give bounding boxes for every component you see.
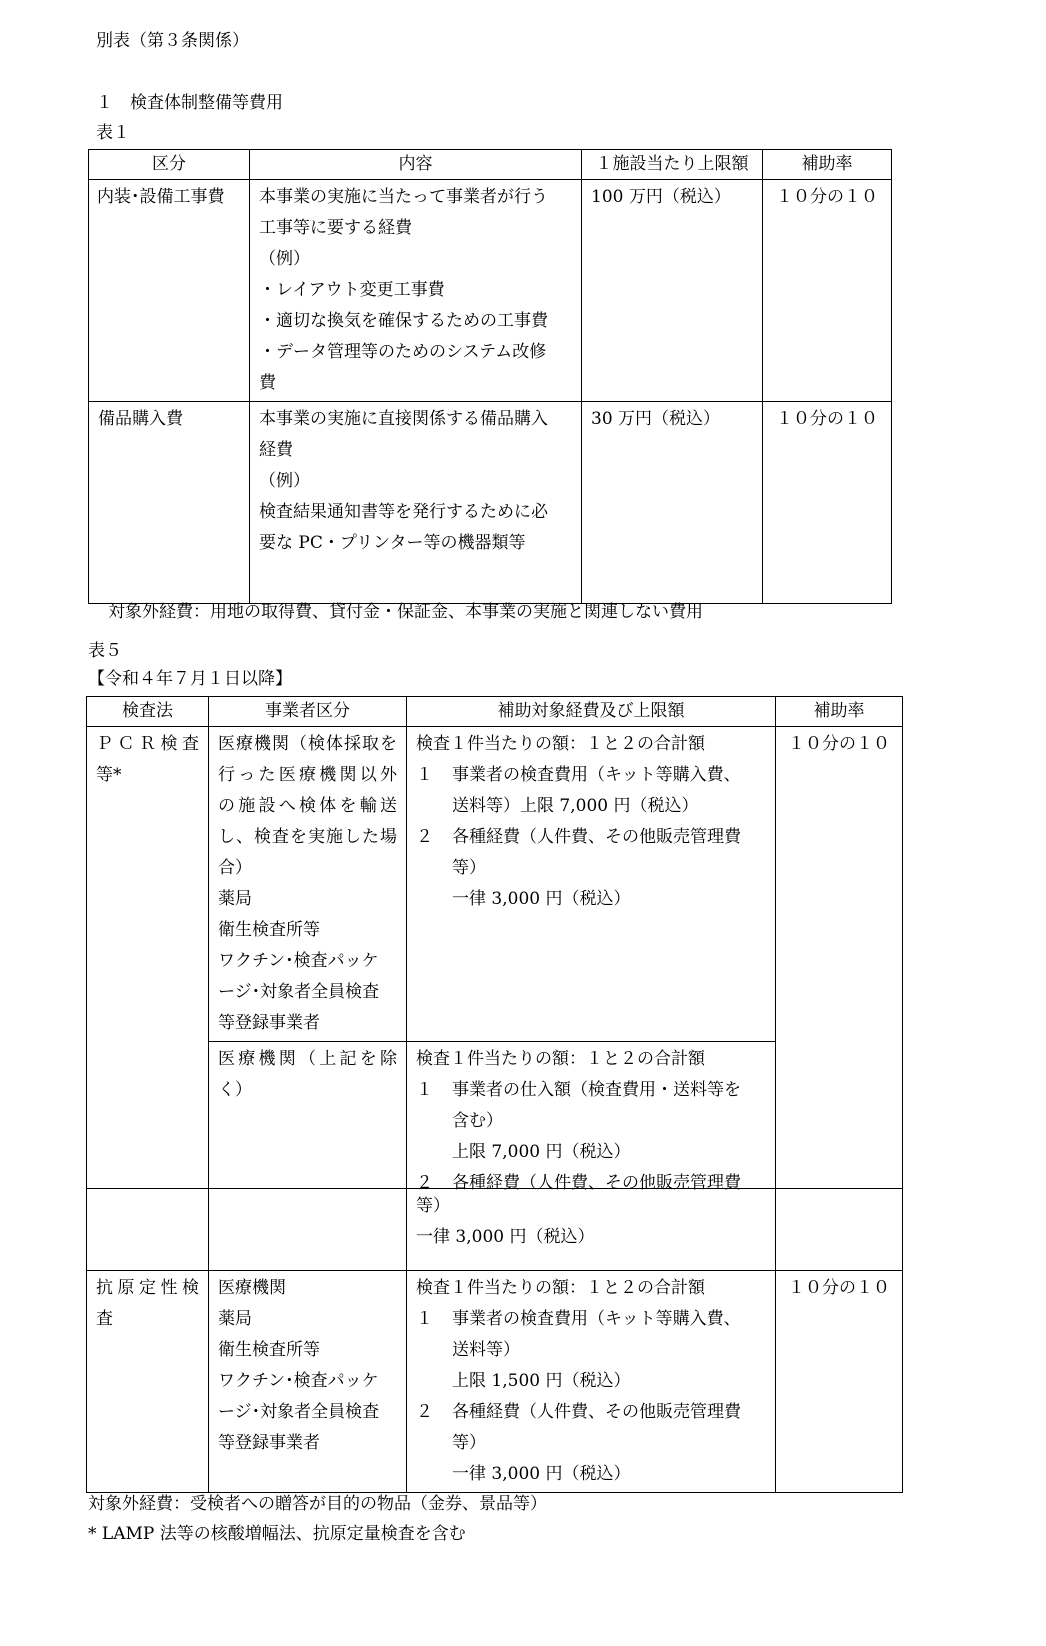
table5-header-method: 検査法 <box>87 697 209 727</box>
content-line: ・適切な換気を確保するための工事費 <box>259 311 548 331</box>
method-cell <box>87 727 209 1202</box>
item-line: 等） <box>416 1196 450 1216</box>
table5-note-excluded: 対象外経費：受検者への贈答が目的の物品（金券、景品等） <box>88 1494 547 1514</box>
operator-line: ージ･対象者全員検査 <box>218 982 380 1002</box>
content-line: 工事等に要する経費 <box>259 218 412 238</box>
method-cell-continued <box>87 1189 209 1271</box>
item-text <box>452 1075 741 1168</box>
expense-item <box>416 1397 766 1490</box>
item-line: 上限 1,500 円（税込） <box>452 1371 631 1391</box>
operator-line: ワクチン･検査パッケ <box>218 1371 379 1391</box>
content-line: 要な PC・プリンター等の機器類等 <box>259 533 526 553</box>
content-line: 検査結果通知書等を発行するために必 <box>259 502 548 522</box>
category-cell: 内装･設備工事費 <box>89 180 250 402</box>
item-line: 送料等）上限 7,000 円（税込） <box>452 796 699 816</box>
rate-cell-continued <box>776 1189 903 1271</box>
content-line: 本事業の実施に当たって事業者が行う <box>259 187 548 207</box>
table-row <box>87 1271 903 1493</box>
item-line: 上限 7,000 円（税込） <box>452 1142 631 1162</box>
item-line: 等） <box>452 1433 486 1453</box>
operator-line: の施設へ検体を輸送 <box>218 796 397 816</box>
item-line: 等） <box>452 858 486 878</box>
table-row-continuation <box>87 1189 903 1271</box>
table-row <box>89 402 892 604</box>
method-cell <box>87 1271 209 1493</box>
content-line: 経費 <box>259 440 293 460</box>
content-line: 本事業の実施に直接関係する備品購入 <box>259 409 548 429</box>
item-number: ２ <box>416 827 433 847</box>
rate-cell: １０分の１０ <box>776 1271 903 1493</box>
item-text <box>452 1304 741 1397</box>
operator-cell <box>209 1042 407 1202</box>
table5-header-row <box>87 697 903 727</box>
expense-item <box>416 760 766 822</box>
item-line: 各種経費（人件費、その他販売管理費 <box>452 1173 741 1193</box>
item-number: １ <box>416 765 433 785</box>
table1-header-content: 内容 <box>250 150 582 180</box>
operator-line: 行った医療機関以外 <box>218 765 397 785</box>
operator-line: 医療機関（検体採取を <box>218 734 397 754</box>
section-heading: １ 検査体制整備等費用 <box>96 93 283 113</box>
content-line: ・レイアウト変更工事費 <box>259 280 445 300</box>
operator-line: し、検査を実施した場 <box>218 827 397 847</box>
table5-header-expenses: 補助対象経費及び上限額 <box>407 697 776 727</box>
table1-header-category: 区分 <box>89 150 250 180</box>
item-line: 各種経費（人件費、その他販売管理費 <box>452 827 741 847</box>
operator-line: ワクチン･検査パッケ <box>218 951 379 971</box>
item-number: ２ <box>416 1173 433 1193</box>
table5-label: 表５ <box>88 641 122 661</box>
content-line: （例） <box>259 249 310 269</box>
expense-item <box>416 822 766 915</box>
expenses-cell <box>407 1271 776 1493</box>
operator-line: 等登録事業者 <box>218 1433 320 1453</box>
rate-cell: １０分の１０ <box>776 727 903 1202</box>
method-line: ＰＣＲ検査 <box>96 734 199 754</box>
item-line: 各種経費（人件費、その他販売管理費 <box>452 1402 741 1422</box>
table5-part1 <box>86 696 903 1201</box>
item-line: 事業者の検査費用（キット等購入費、 <box>452 1309 741 1329</box>
expense-item <box>416 1075 766 1168</box>
table1-header-limit: １施設当たり上限額 <box>582 150 763 180</box>
content-line: 費 <box>259 373 276 393</box>
expenses-summary: 検査１件当たりの額：１と２の合計額 <box>416 1049 705 1069</box>
limit-cell: 100 万円（税込） <box>582 180 763 402</box>
item-number: ２ <box>416 1402 433 1422</box>
content-cell <box>250 180 582 402</box>
operator-cell <box>209 727 407 1042</box>
item-line: 含む） <box>452 1111 503 1131</box>
operator-line: 薬局 <box>218 1309 252 1329</box>
expenses-cell-continued <box>407 1189 776 1271</box>
table-row <box>87 727 903 1042</box>
table1-header-row <box>89 150 892 180</box>
operator-line: く） <box>218 1080 252 1100</box>
operator-cell-continued <box>209 1189 407 1271</box>
item-line: 一律 3,000 円（税込） <box>452 889 631 909</box>
item-line: 事業者の仕入額（検査費用・送料等を <box>452 1080 741 1100</box>
limit-cell: 30 万円（税込） <box>582 402 763 604</box>
table-row <box>89 180 892 402</box>
table1 <box>88 149 892 604</box>
expenses-summary: 検査１件当たりの額：１と２の合計額 <box>416 734 705 754</box>
item-line: 一律 3,000 円（税込） <box>416 1227 595 1247</box>
content-cell <box>250 402 582 604</box>
table5-footnote: * LAMP 法等の核酸増幅法、抗原定量検査を含む <box>88 1524 466 1544</box>
table1-note: 対象外経費：用地の取得費、貸付金・保証金、本事業の実施と関連しない費用 <box>108 602 703 622</box>
rate-cell: １０分の１０ <box>763 180 892 402</box>
content-line: （例） <box>259 471 310 491</box>
operator-line: 医療機関 <box>218 1278 286 1298</box>
operator-line: 薬局 <box>218 889 252 909</box>
item-text <box>452 822 741 915</box>
item-text <box>452 760 741 822</box>
item-text <box>452 1397 741 1490</box>
operator-line: 合） <box>218 858 252 878</box>
method-line: 抗原定性検 <box>96 1278 199 1298</box>
expense-item <box>416 1304 766 1397</box>
table5-header-rate: 補助率 <box>776 697 903 727</box>
operator-line: 等登録事業者 <box>218 1013 320 1033</box>
method-line: 等* <box>96 765 122 785</box>
item-number: １ <box>416 1080 433 1100</box>
rate-cell: １０分の１０ <box>763 402 892 604</box>
table5-header-operator: 事業者区分 <box>209 697 407 727</box>
table5-period: 【令和４年７月１日以降】 <box>88 669 292 689</box>
method-line: 査 <box>96 1309 113 1329</box>
operator-line: ージ･対象者全員検査 <box>218 1402 380 1422</box>
expenses-cell <box>407 1042 776 1202</box>
content-line: ・データ管理等のためのシステム改修 <box>259 342 547 362</box>
item-line: 事業者の検査費用（キット等購入費、 <box>452 765 741 785</box>
table1-header-rate: 補助率 <box>763 150 892 180</box>
item-line: 一律 3,000 円（税込） <box>452 1464 631 1484</box>
table5-part2 <box>86 1188 903 1493</box>
appendix-title: 別表（第３条関係） <box>96 31 249 51</box>
item-line: 送料等） <box>452 1340 520 1360</box>
operator-cell <box>209 1271 407 1493</box>
expenses-cell <box>407 727 776 1042</box>
operator-line: 衛生検査所等 <box>218 1340 320 1360</box>
table1-label: 表１ <box>96 123 130 143</box>
expenses-summary: 検査１件当たりの額：１と２の合計額 <box>416 1278 705 1298</box>
category-cell: 備品購入費 <box>89 402 250 604</box>
operator-line: 医療機関（上記を除 <box>218 1049 397 1069</box>
item-number: １ <box>416 1309 433 1329</box>
operator-line: 衛生検査所等 <box>218 920 320 940</box>
